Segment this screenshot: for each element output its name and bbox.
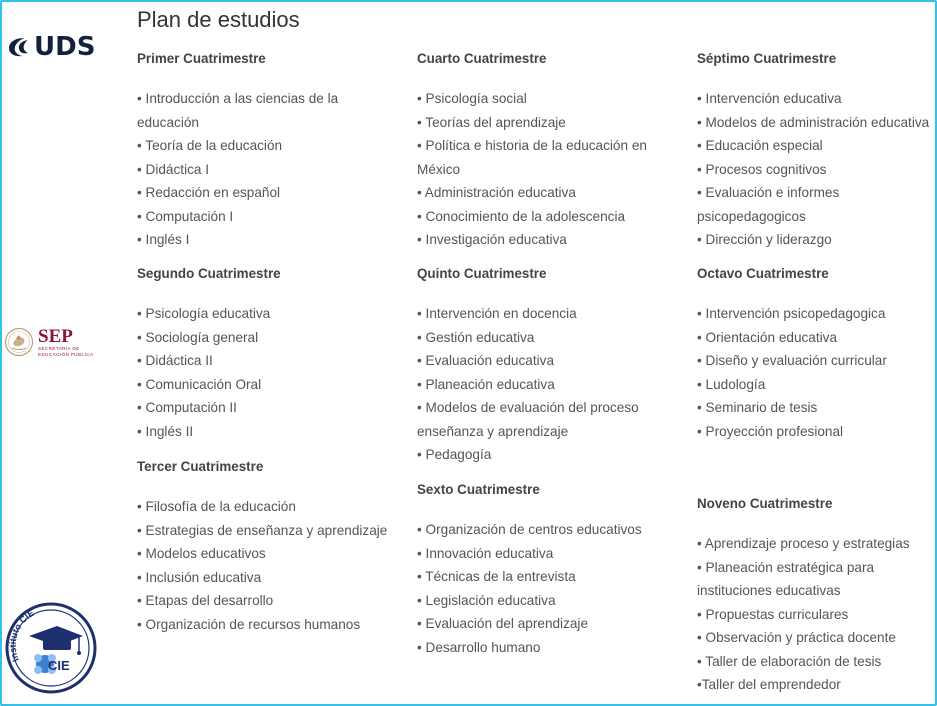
course-list [697,87,935,252]
sep-logo [4,322,114,362]
page-title: Plan de estudios [137,7,300,32]
list-item: • Planeación educativa [417,376,555,392]
column-1 [137,48,407,636]
list-item: enseñanza y aprendizaje [417,423,569,439]
section-title: Primer Cuatrimestre [137,51,266,66]
list-item: • Computación II [137,400,237,415]
section-tercer-cuatrimestre [137,456,407,636]
list-item: • Didáctica I [137,161,209,177]
sep-wordmark: SEP [38,325,73,347]
section-octavo-cuatrimestre [697,263,935,493]
list-item: • Evaluación del aprendizaje [417,616,589,631]
section-primer-cuatrimestre [137,48,407,263]
section-title: Segundo Cuatrimestre [137,266,281,281]
list-item: • Intervención psicopedagogica [697,306,886,321]
list-item: • Computación I [137,208,234,224]
list-item: • Teorías del aprendizaje [417,114,566,130]
list-item: • Seminario de tesis [697,400,818,415]
list-item: • Organización de centros educativos [417,522,642,537]
course-list [697,302,935,443]
list-item: • Técnicas de la entrevista [417,569,576,584]
mexico-seal-icon [4,327,34,357]
section-title: Tercer Cuatrimestre [137,459,264,474]
column-2 [417,48,689,659]
list-item: • Teoría de la educación [137,138,283,153]
section-sexto-cuatrimestre [417,479,689,659]
list-item: • Desarrollo humano [417,639,541,655]
section-noveno-cuatrimestre [697,493,935,697]
uds-wordmark: UDS [34,32,96,62]
list-item: • Introducción a las ciencias de la [137,91,339,106]
list-item: • Intervención en docencia [417,306,577,321]
course-list [417,518,689,659]
uds-wave-icon [6,34,32,60]
list-item: • Propuestas curriculares [697,606,849,622]
list-item: México [417,161,461,177]
list-item: • Procesos cognitivos [697,161,827,177]
list-item: • Sociología general [137,329,259,345]
list-item: • Investigación educativa [417,232,567,247]
list-item: • Intervención educativa [697,91,842,106]
list-item: educación [137,114,199,130]
list-item: • Organización de recursos humanos [137,616,361,632]
list-item: • Legislación educativa [417,592,556,608]
section-title: Noveno Cuatrimestre [697,496,833,511]
list-item: • Dirección y liderazgo [697,232,832,247]
course-list [417,87,689,252]
list-item: • Administración educativa [417,185,576,200]
list-item: • Observación y práctica docente [697,630,896,645]
list-item: • Evaluación e informes [697,185,840,200]
section-septimo-cuatrimestre [697,48,935,263]
list-item: • Modelos de administración educativa [697,114,930,130]
list-item: • Etapas del desarrollo [137,593,274,608]
list-item: • Inglés II [137,423,194,439]
instituto-cie-logo [5,602,97,694]
course-list [137,302,407,443]
list-item: • Proyección profesional [697,423,844,439]
list-item: •Taller del emprendedor [697,677,841,692]
list-item: • Aprendizaje proceso y estrategias [697,536,910,551]
section-title: Sexto Cuatrimestre [417,482,540,497]
list-item: • Taller de elaboración de tesis [697,653,882,669]
section-cuarto-cuatrimestre [417,48,689,263]
list-item: • Estrategias de enseñanza y aprendizaje [137,522,388,538]
course-list [417,302,689,467]
list-item: • Modelos educativos [137,546,266,561]
list-item: • Política e historia de la educación en [417,138,647,153]
cie-ring-text: Instituto CIE [7,607,36,664]
list-item: • Inclusión educativa [137,569,262,585]
course-list [697,532,935,697]
list-item: • Educación especial [697,138,823,153]
list-item: • Conocimiento de la adolescencia [417,208,626,224]
section-title: Quinto Cuatrimestre [417,266,547,281]
list-item: • Diseño y evaluación curricular [697,353,887,368]
list-item: • Orientación educativa [697,329,838,345]
section-title: Séptimo Cuatrimestre [697,51,837,66]
section-title: Cuarto Cuatrimestre [417,51,547,66]
section-quinto-cuatrimestre [417,263,689,479]
list-item: • Gestión educativa [417,329,535,345]
list-item: • Psicología social [417,91,527,106]
list-item: • Didáctica II [137,353,213,368]
list-item: • Planeación estratégica para [697,559,875,575]
course-list [137,87,407,252]
list-item: • Evaluación educativa [417,353,555,368]
list-item: • Modelos de evaluación del proceso [417,400,639,415]
list-item: • Pedagogía [417,447,492,462]
list-item: • Redacción en español [137,185,281,200]
list-item: • Ludología [697,376,766,392]
list-item: instituciones educativas [697,583,841,598]
sep-subtitle-line2: EDUCACIÓN PÚBLICA [38,351,94,357]
sep-subtitle-line1: SECRETARÍA DE [38,345,80,351]
section-segundo-cuatrimestre [137,263,407,456]
cie-center-text: CIE [48,658,70,673]
uds-logo [6,30,100,64]
list-item: • Psicología educativa [137,306,271,321]
section-title: Octavo Cuatrimestre [697,266,829,281]
list-item: psicopedagogicos [697,208,806,224]
list-item: • Innovación educativa [417,545,554,561]
list-item: • Comunicación Oral [137,376,262,392]
course-list [137,495,407,636]
list-item: • Inglés I [137,232,190,247]
column-3 [697,48,935,697]
list-item: • Filosofía de la educación [137,499,296,514]
